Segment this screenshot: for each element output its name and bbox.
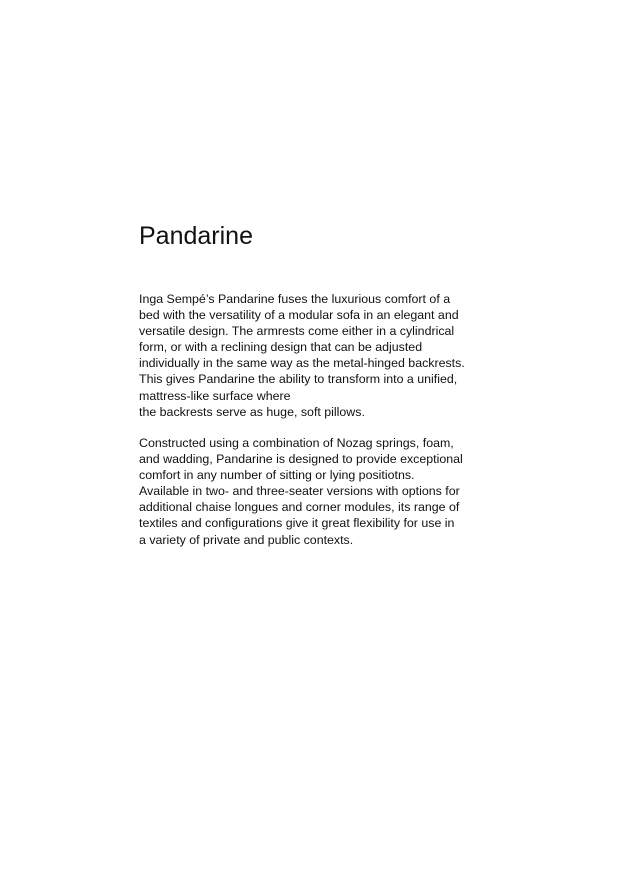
paragraph-line: versatile design. The armrests come either in a cylindrical [139, 324, 455, 339]
paragraph-line: individually in the same way as the metal-hinged backrests. [139, 356, 465, 371]
paragraph-line: Constructed using a combination of Nozag springs, foam, [139, 436, 454, 450]
paragraph-line: This gives Pandarine the ability to transform into a unified, [139, 372, 458, 387]
paragraph-line: Available in two- and three-seater versions with options for [139, 484, 460, 499]
paragraph-line: and wadding, Pandarine is designed to provide exceptional [139, 452, 463, 467]
paragraph-line: additional chaise longues and corner modules, its range of [139, 500, 460, 515]
paragraph-line: mattress-like surface where [139, 388, 291, 403]
paragraph-line: Inga Sempé’s Pandarine fuses the luxurious comfort of a [139, 292, 451, 306]
paragraph-construction [139, 435, 499, 548]
document-title: Pandarine [139, 222, 253, 250]
paragraph-description [139, 291, 499, 420]
paragraph-line: a variety of private and public contexts. [139, 532, 354, 547]
paragraph-line: bed with the versatility of a modular sofa in an elegant and [139, 308, 459, 323]
paragraph-line: textiles and configurations give it great flexibility for use in [139, 516, 455, 531]
paragraph-line: comfort in any number of sitting or lying positiotns. [139, 468, 415, 483]
paragraph-line: form, or with a reclining design that can be adjusted [139, 340, 423, 355]
paragraph-line: the backrests serve as huge, soft pillows. [139, 404, 365, 419]
